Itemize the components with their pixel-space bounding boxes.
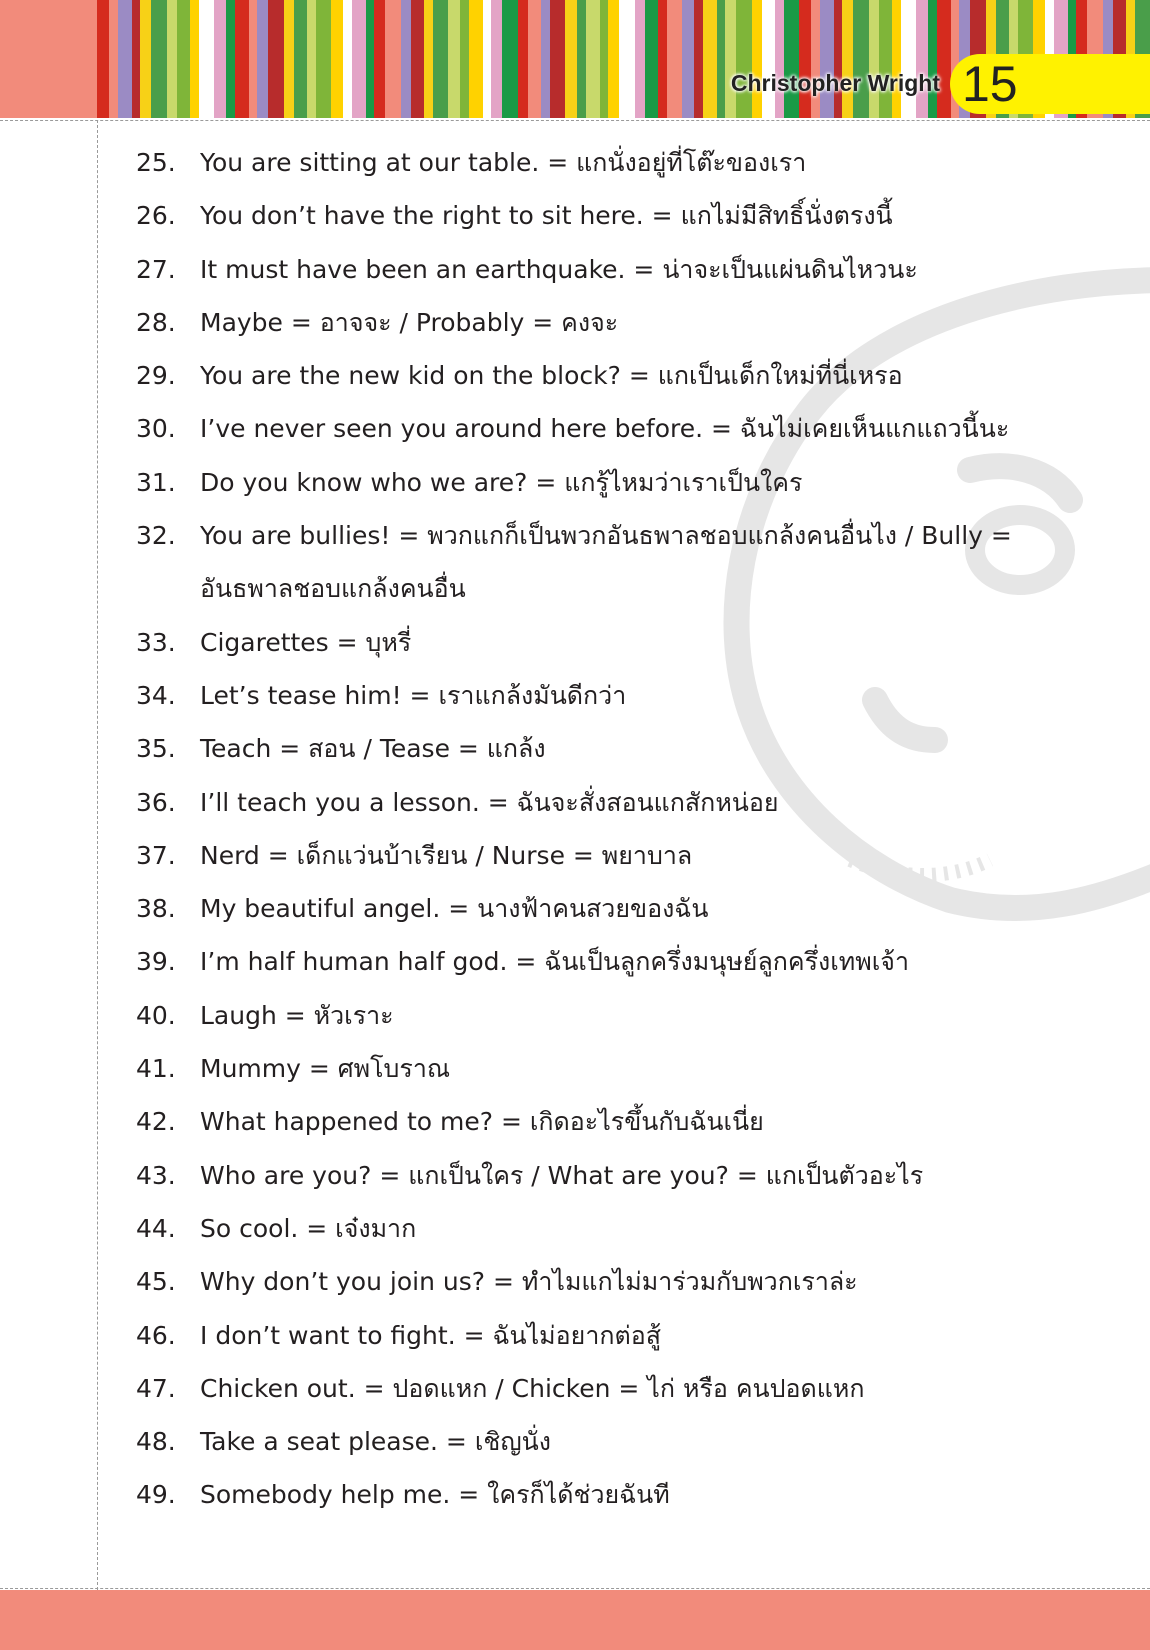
header-stripe <box>577 0 586 118</box>
entry-text: Let’s tease him! = เราแกล้งมันดีกว่า <box>200 680 627 710</box>
list-item <box>136 1468 1096 1521</box>
header-stripe <box>401 0 411 118</box>
header-stripe <box>167 0 177 118</box>
header-stripe <box>343 0 352 118</box>
header-stripe <box>132 0 140 118</box>
entry-number: 28. <box>136 307 176 337</box>
list-item <box>136 1042 1096 1095</box>
header-stripe <box>879 0 892 118</box>
header-stripe <box>118 0 132 118</box>
list-item <box>136 616 1096 669</box>
entry-text: Take a seat please. = เชิญนั่ง <box>200 1427 551 1457</box>
header-stripe <box>284 0 294 118</box>
header-corner-block <box>0 0 97 118</box>
entry-number: 32. <box>136 521 176 551</box>
header-stripe <box>667 0 682 118</box>
entry-text: I don’t want to fight. = ฉันไม่อยากต่อสู้ <box>200 1320 661 1350</box>
header-stripe <box>109 0 118 118</box>
entry-number: 29. <box>136 361 176 391</box>
header-stripe <box>307 0 316 118</box>
entry-text: Chicken out. = ปอดแหก / Chicken = ไก่ หรือ คนปอดแหก <box>200 1373 865 1403</box>
header-stripe <box>385 0 401 118</box>
entry-text: Mummy = ศพโบราณ <box>200 1054 451 1084</box>
entry-number: 42. <box>136 1107 176 1137</box>
header-stripe <box>528 0 541 118</box>
entry-text: You are bullies! = พวกแกก็เป็นพวกอันธพาลชอบแกล้งคนอื่นไง / Bully = อันธพาลชอบแกล้งคนอื่น <box>200 521 1012 604</box>
list-item <box>136 935 1096 988</box>
entry-number: 41. <box>136 1054 176 1084</box>
header-stripe <box>682 0 694 118</box>
header-stripe <box>703 0 717 118</box>
header-stripe <box>600 0 608 118</box>
entry-text: You are sitting at our table. = แกนั่งอยู่ที่โต๊ะของเรา <box>200 148 807 177</box>
entry-text: You are the new kid on the block? = แกเป็นเด็กใหม่ที่นี่เหรอ <box>200 361 903 391</box>
header-stripe <box>784 0 799 118</box>
header-stripe <box>619 0 635 118</box>
header-stripe <box>820 0 834 118</box>
list-item <box>136 243 1096 296</box>
header-stripe <box>752 0 762 118</box>
header-stripe <box>235 0 249 118</box>
entry-number: 25. <box>136 148 176 177</box>
header-stripe <box>762 0 775 118</box>
header-stripe <box>518 0 528 118</box>
entry-number: 30. <box>136 414 176 444</box>
header-stripe <box>374 0 385 118</box>
header-stripe <box>635 0 645 118</box>
page-number: 15 <box>962 56 1018 112</box>
entry-number: 48. <box>136 1427 176 1457</box>
margin-divider <box>97 120 98 1590</box>
header-stripe <box>190 0 199 118</box>
header-stripe <box>199 0 214 118</box>
list-item <box>136 402 1096 455</box>
header-stripe <box>853 0 869 118</box>
list-item <box>136 136 1096 189</box>
list-item <box>136 1095 1096 1148</box>
entry-text: So cool. = เจ๋งมาก <box>200 1213 417 1243</box>
entry-text: My beautiful angel. = นางฟ้าคนสวยของฉัน <box>200 894 709 924</box>
header-stripe <box>433 0 448 118</box>
header-stripe <box>140 0 151 118</box>
header-stripe <box>366 0 374 118</box>
entry-number: 44. <box>136 1213 176 1243</box>
entry-number: 38. <box>136 894 176 924</box>
header-stripe <box>268 0 284 118</box>
entry-text: Do you know who we are? = แกรู้ไหมว่าเราเป็นใคร <box>200 467 803 497</box>
list-item <box>136 1255 1096 1308</box>
entry-number: 34. <box>136 680 176 710</box>
header-stripe <box>694 0 703 118</box>
header-stripe <box>448 0 460 118</box>
entry-text: Somebody help me. = ใครก็ได้ช่วยฉันที <box>200 1480 670 1510</box>
header-stripe <box>483 0 491 118</box>
entry-text: I’ve never seen you around here before. = ฉันไม่เคยเห็นแกแถวนี้นะ <box>200 414 1010 444</box>
header-stripe <box>491 0 502 118</box>
list-item <box>136 989 1096 1042</box>
entry-number: 45. <box>136 1267 176 1297</box>
entry-number: 43. <box>136 1160 176 1190</box>
header-stripe <box>352 0 366 118</box>
list-item <box>136 1309 1096 1362</box>
header-stripe <box>717 0 725 118</box>
entry-number: 49. <box>136 1480 176 1510</box>
header-stripe <box>869 0 879 118</box>
entry-number: 46. <box>136 1320 176 1350</box>
header-stripe <box>151 0 167 118</box>
list-item <box>136 509 1096 616</box>
entry-text: I’ll teach you a lesson. = ฉันจะสั่งสอนแกสักหน่อย <box>200 787 779 817</box>
header-stripe <box>937 0 951 118</box>
entry-text: Why don’t you join us? = ทำไมแกไม่มาร่วมกับพวกเราล่ะ <box>200 1267 858 1297</box>
header-stripe <box>811 0 820 118</box>
header-stripe <box>226 0 235 118</box>
header-stripe <box>892 0 901 118</box>
header-stripe <box>97 0 109 118</box>
header-stripe <box>177 0 190 118</box>
header-stripe <box>541 0 550 118</box>
header-stripe <box>645 0 658 118</box>
header-stripe <box>916 0 928 118</box>
entry-number: 35. <box>136 734 176 764</box>
entry-number: 36. <box>136 787 176 817</box>
header-stripe <box>502 0 518 118</box>
header-stripe <box>834 0 842 118</box>
header-stripe <box>550 0 565 118</box>
entry-text: Laugh = หัวเราะ <box>200 1000 394 1030</box>
entry-number: 31. <box>136 467 176 497</box>
entry-text: Who are you? = แกเป็นใคร / What are you? = แกเป็นตัวอะไร <box>200 1160 924 1190</box>
entry-text: You don’t have the right to sit here. = แกไม่มีสิทธิ์นั่งตรงนี้ <box>200 201 893 231</box>
entry-number: 26. <box>136 201 176 231</box>
list-item <box>136 1362 1096 1415</box>
entry-text: Maybe = อาจจะ / Probably = คงจะ <box>200 307 619 337</box>
header-stripe <box>424 0 433 118</box>
header-stripe <box>725 0 736 118</box>
header-stripe <box>257 0 268 118</box>
list-item <box>136 189 1096 242</box>
entry-text: Teach = สอน / Tease = แกล้ง <box>200 734 546 764</box>
entry-number: 37. <box>136 840 176 870</box>
entry-text: I’m half human half god. = ฉันเป็นลูกครึ่งมนุษย์ลูกครึ่งเทพเจ้า <box>200 947 909 977</box>
entry-number: 27. <box>136 254 176 284</box>
footer-divider <box>0 1588 1150 1589</box>
header-stripe <box>658 0 667 118</box>
header-divider <box>0 120 1150 121</box>
list-item <box>136 776 1096 829</box>
header-stripe <box>294 0 307 118</box>
header-stripe <box>775 0 784 118</box>
list-item <box>136 456 1096 509</box>
phrase-list <box>136 136 1096 1522</box>
entry-text: Cigarettes = บุหรี่ <box>200 627 412 657</box>
list-item <box>136 296 1096 349</box>
list-item <box>136 882 1096 935</box>
list-item <box>136 1149 1096 1202</box>
list-item <box>136 349 1096 402</box>
header-stripe <box>901 0 916 118</box>
footer-band <box>0 1590 1150 1650</box>
header-stripe <box>411 0 424 118</box>
list-item <box>136 829 1096 882</box>
header-stripe <box>586 0 600 118</box>
entry-number: 47. <box>136 1373 176 1403</box>
header-stripe <box>799 0 811 118</box>
header-stripe <box>565 0 577 118</box>
header-stripe <box>469 0 483 118</box>
entry-text: Nerd = เด็กแว่นบ้าเรียน / Nurse = พยาบาล <box>200 840 693 870</box>
header-stripe <box>608 0 619 118</box>
header-stripe <box>316 0 331 118</box>
list-item <box>136 669 1096 722</box>
entry-text: What happened to me? = เกิดอะไรขึ้นกับฉันเนี่ย <box>200 1107 764 1137</box>
header-stripe <box>331 0 343 118</box>
list-item <box>136 1202 1096 1255</box>
entry-number: 39. <box>136 947 176 977</box>
entry-number: 40. <box>136 1000 176 1030</box>
list-item <box>136 722 1096 775</box>
entry-number: 33. <box>136 627 176 657</box>
header-stripe <box>736 0 752 118</box>
header-stripe <box>460 0 469 118</box>
list-item <box>136 1415 1096 1468</box>
header-stripe <box>928 0 937 118</box>
entry-text: It must have been an earthquake. = น่าจะเป็นแผ่นดินไหวนะ <box>200 254 918 284</box>
header-stripe <box>842 0 853 118</box>
header-stripe <box>249 0 257 118</box>
header-stripe <box>214 0 226 118</box>
author-name: Christopher Wright <box>730 70 940 96</box>
